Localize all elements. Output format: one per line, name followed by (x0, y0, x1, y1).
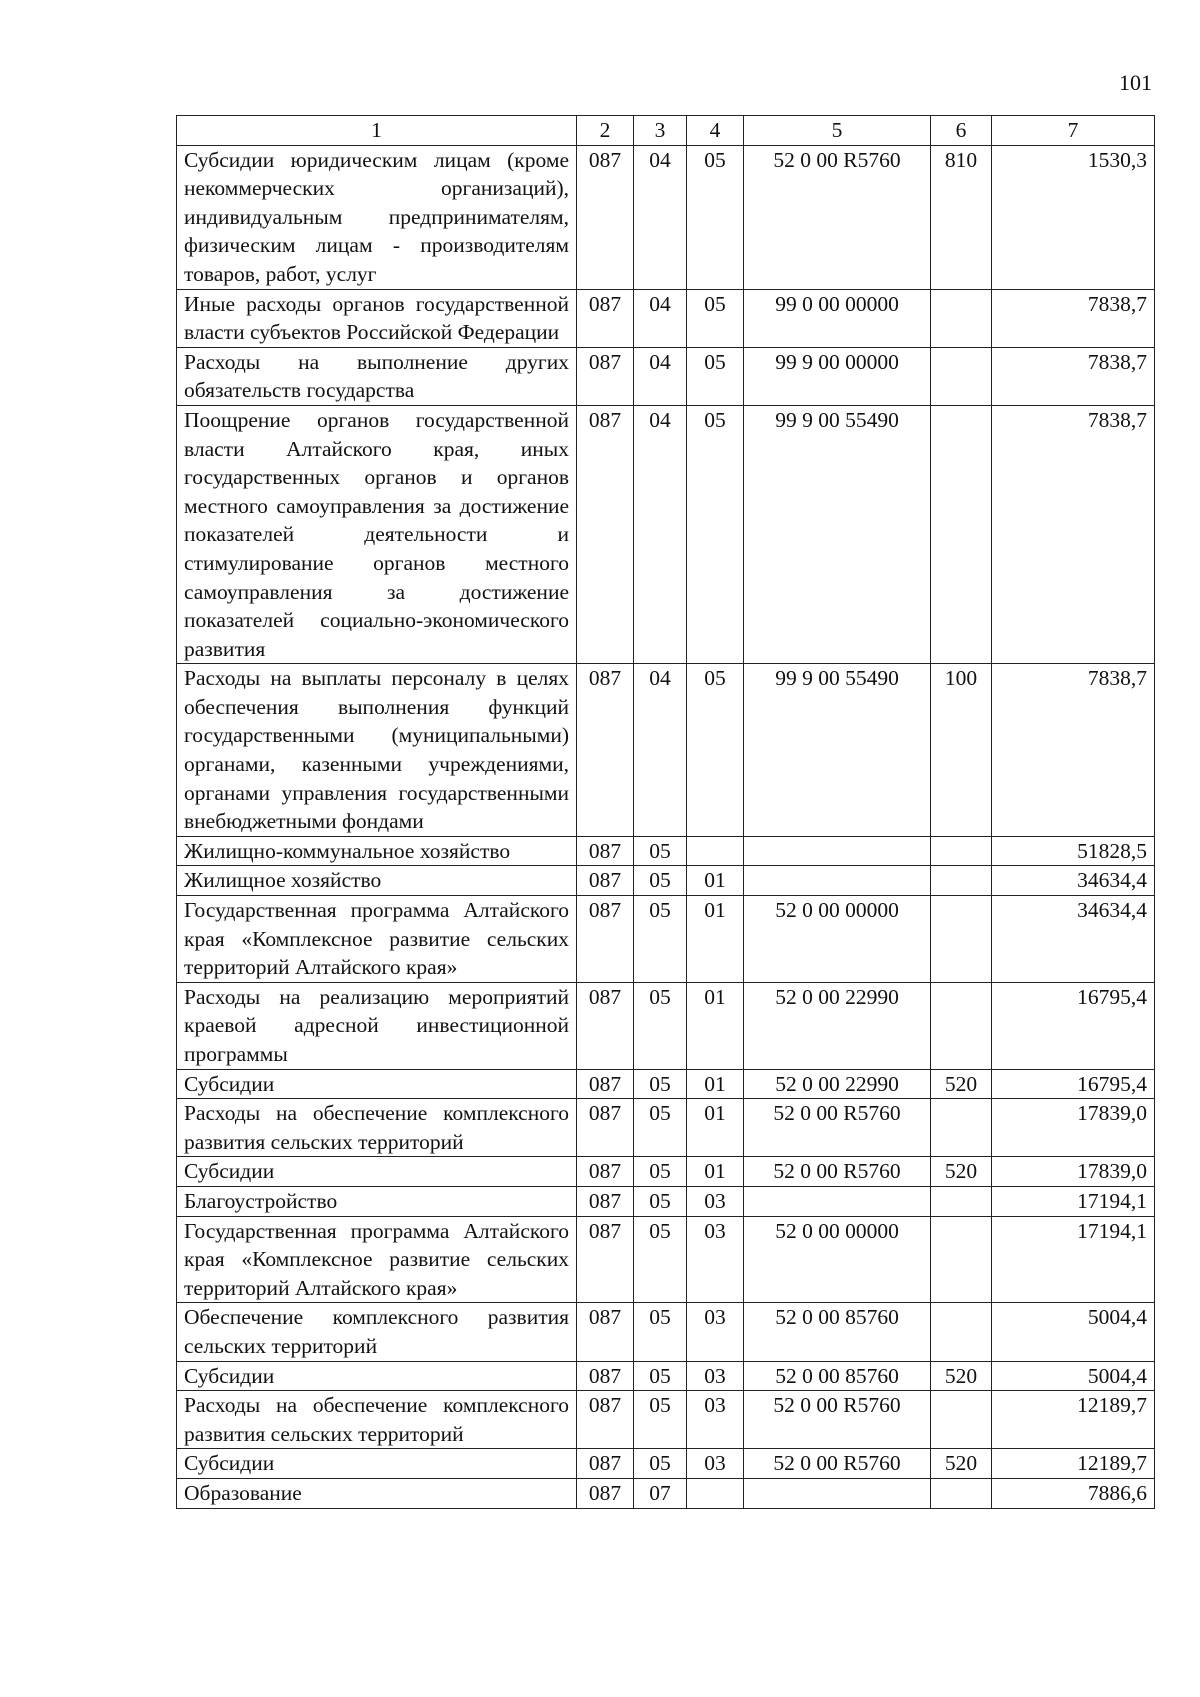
table-row (177, 405, 1155, 663)
expense-type-code (931, 866, 992, 896)
row-name: Субсидии (177, 1069, 577, 1099)
ministry-code: 087 (577, 1186, 634, 1216)
section-code: 05 (634, 836, 687, 866)
table-row (177, 982, 1155, 1069)
row-name: Обеспечение комплексного развития сельских территорий (177, 1303, 577, 1361)
page-number: 101 (1119, 70, 1152, 95)
section-code: 05 (634, 896, 687, 983)
target-article-code: 52 0 00 R5760 (744, 1157, 931, 1187)
row-name: Субсидии (177, 1157, 577, 1187)
section-code: 05 (634, 1099, 687, 1157)
section-code: 05 (634, 1303, 687, 1361)
subsection-code: 03 (687, 1216, 744, 1303)
target-article-code (744, 836, 931, 866)
amount: 12189,7 (992, 1391, 1155, 1449)
ministry-code: 087 (577, 1157, 634, 1187)
table-row (177, 1216, 1155, 1303)
ministry-code: 087 (577, 1099, 634, 1157)
subsection-code: 01 (687, 1099, 744, 1157)
table-row (177, 836, 1155, 866)
subsection-code: 01 (687, 896, 744, 983)
row-name: Поощрение органов государственной власти Алтайского края, иных государственных органов и органов местного самоуправления за достижение показателей деятельности и стимулирование органов местного самоуправления за достижение показателей социально-экономического развития (177, 405, 577, 663)
ministry-code: 087 (577, 1361, 634, 1391)
column-header: 5 (744, 116, 931, 146)
ministry-code: 087 (577, 836, 634, 866)
column-header: 2 (577, 116, 634, 146)
subsection-code (687, 836, 744, 866)
ministry-code: 087 (577, 866, 634, 896)
header-row (177, 116, 1155, 146)
target-article-code: 52 0 00 85760 (744, 1303, 931, 1361)
expense-type-code (931, 1216, 992, 1303)
row-name: Государственная программа Алтайского края «Комплексное развитие сельских территорий Алтайского края» (177, 896, 577, 983)
table-row (177, 1099, 1155, 1157)
amount: 17194,1 (992, 1216, 1155, 1303)
section-code: 04 (634, 664, 687, 837)
amount: 7838,7 (992, 664, 1155, 837)
target-article-code: 99 0 00 00000 (744, 289, 931, 347)
table-row (177, 866, 1155, 896)
target-article-code: 99 9 00 00000 (744, 347, 931, 405)
expense-type-code (931, 1391, 992, 1449)
table-row (177, 1478, 1155, 1508)
subsection-code: 01 (687, 1069, 744, 1099)
subsection-code (687, 1478, 744, 1508)
row-name: Благоустройство (177, 1186, 577, 1216)
section-code: 05 (634, 1157, 687, 1187)
expense-type-code (931, 1478, 992, 1508)
subsection-code: 05 (687, 289, 744, 347)
ministry-code: 087 (577, 1449, 634, 1479)
row-name: Расходы на обеспечение комплексного развития сельских территорий (177, 1391, 577, 1449)
amount: 16795,4 (992, 982, 1155, 1069)
column-header: 4 (687, 116, 744, 146)
row-name: Субсидии (177, 1449, 577, 1479)
amount: 51828,5 (992, 836, 1155, 866)
column-header: 6 (931, 116, 992, 146)
table-row (177, 1186, 1155, 1216)
target-article-code: 52 0 00 R5760 (744, 1449, 931, 1479)
target-article-code (744, 1186, 931, 1216)
subsection-code: 05 (687, 405, 744, 663)
expense-type-code (931, 1099, 992, 1157)
amount: 7838,7 (992, 405, 1155, 663)
target-article-code (744, 1478, 931, 1508)
row-name: Субсидии юридическим лицам (кроме некоммерческих организаций), индивидуальным предпринимателям, физическим лицам - производителям товаров, работ, услуг (177, 145, 577, 289)
row-name: Расходы на выполнение других обязательств государства (177, 347, 577, 405)
row-name: Субсидии (177, 1361, 577, 1391)
expense-type-code (931, 982, 992, 1069)
section-code: 05 (634, 1069, 687, 1099)
ministry-code: 087 (577, 1478, 634, 1508)
amount: 5004,4 (992, 1361, 1155, 1391)
amount: 17194,1 (992, 1186, 1155, 1216)
section-code: 05 (634, 1361, 687, 1391)
section-code: 04 (634, 405, 687, 663)
subsection-code: 03 (687, 1186, 744, 1216)
amount: 7886,6 (992, 1478, 1155, 1508)
expense-type-code: 100 (931, 664, 992, 837)
row-name: Расходы на реализацию мероприятий краевой адресной инвестиционной программы (177, 982, 577, 1069)
section-code: 05 (634, 1186, 687, 1216)
ministry-code: 087 (577, 145, 634, 289)
ministry-code: 087 (577, 347, 634, 405)
subsection-code: 03 (687, 1391, 744, 1449)
subsection-code: 05 (687, 347, 744, 405)
amount: 1530,3 (992, 145, 1155, 289)
table-row (177, 1361, 1155, 1391)
column-header: 1 (177, 116, 577, 146)
ministry-code: 087 (577, 896, 634, 983)
section-code: 05 (634, 1449, 687, 1479)
target-article-code: 52 0 00 R5760 (744, 1391, 931, 1449)
ministry-code: 087 (577, 664, 634, 837)
section-code: 05 (634, 866, 687, 896)
target-article-code: 52 0 00 R5760 (744, 145, 931, 289)
section-code: 05 (634, 982, 687, 1069)
budget-table (176, 115, 1155, 1509)
section-code: 04 (634, 289, 687, 347)
section-code: 07 (634, 1478, 687, 1508)
expense-type-code (931, 405, 992, 663)
amount: 34634,4 (992, 896, 1155, 983)
ministry-code: 087 (577, 1069, 634, 1099)
subsection-code: 01 (687, 982, 744, 1069)
row-name: Государственная программа Алтайского края «Комплексное развитие сельских территорий Алтайского края» (177, 1216, 577, 1303)
expense-type-code (931, 347, 992, 405)
expense-type-code: 520 (931, 1069, 992, 1099)
target-article-code: 52 0 00 R5760 (744, 1099, 931, 1157)
section-code: 04 (634, 145, 687, 289)
amount: 7838,7 (992, 289, 1155, 347)
expense-type-code (931, 836, 992, 866)
amount: 17839,0 (992, 1157, 1155, 1187)
target-article-code: 52 0 00 22990 (744, 1069, 931, 1099)
subsection-code: 01 (687, 866, 744, 896)
amount: 16795,4 (992, 1069, 1155, 1099)
section-code: 05 (634, 1216, 687, 1303)
row-name: Расходы на выплаты персоналу в целях обеспечения выполнения функций государственными (муниципальными) органами, казенными учреждениями, органами управления государственными внебюджетными фондами (177, 664, 577, 837)
target-article-code: 52 0 00 85760 (744, 1361, 931, 1391)
table-row (177, 289, 1155, 347)
section-code: 04 (634, 347, 687, 405)
subsection-code: 03 (687, 1361, 744, 1391)
table-row (177, 1303, 1155, 1361)
amount: 12189,7 (992, 1449, 1155, 1479)
row-name: Расходы на обеспечение комплексного развития сельских территорий (177, 1099, 577, 1157)
target-article-code: 99 9 00 55490 (744, 664, 931, 837)
table-row (177, 1449, 1155, 1479)
row-name: Жилищно-коммунальное хозяйство (177, 836, 577, 866)
ministry-code: 087 (577, 1216, 634, 1303)
target-article-code: 52 0 00 00000 (744, 896, 931, 983)
ministry-code: 087 (577, 405, 634, 663)
table-row (177, 1069, 1155, 1099)
table-row (177, 1157, 1155, 1187)
amount: 34634,4 (992, 866, 1155, 896)
target-article-code: 52 0 00 00000 (744, 1216, 931, 1303)
expense-type-code (931, 289, 992, 347)
table-row (177, 145, 1155, 289)
amount: 5004,4 (992, 1303, 1155, 1361)
expense-type-code (931, 1303, 992, 1361)
table-row (177, 664, 1155, 837)
ministry-code: 087 (577, 289, 634, 347)
section-code: 05 (634, 1391, 687, 1449)
ministry-code: 087 (577, 982, 634, 1069)
subsection-code: 03 (687, 1449, 744, 1479)
subsection-code: 03 (687, 1303, 744, 1361)
target-article-code: 52 0 00 22990 (744, 982, 931, 1069)
column-header: 3 (634, 116, 687, 146)
row-name: Жилищное хозяйство (177, 866, 577, 896)
subsection-code: 01 (687, 1157, 744, 1187)
row-name: Иные расходы органов государственной власти субъектов Российской Федерации (177, 289, 577, 347)
expense-type-code: 520 (931, 1449, 992, 1479)
ministry-code: 087 (577, 1303, 634, 1361)
table-row (177, 347, 1155, 405)
amount: 7838,7 (992, 347, 1155, 405)
expense-type-code: 520 (931, 1157, 992, 1187)
table-row (177, 896, 1155, 983)
subsection-code: 05 (687, 664, 744, 837)
ministry-code: 087 (577, 1391, 634, 1449)
expense-type-code (931, 1186, 992, 1216)
column-header: 7 (992, 116, 1155, 146)
row-name: Образование (177, 1478, 577, 1508)
expense-type-code: 520 (931, 1361, 992, 1391)
table-row (177, 1391, 1155, 1449)
expense-type-code (931, 896, 992, 983)
expense-type-code: 810 (931, 145, 992, 289)
subsection-code: 05 (687, 145, 744, 289)
target-article-code (744, 866, 931, 896)
amount: 17839,0 (992, 1099, 1155, 1157)
target-article-code: 99 9 00 55490 (744, 405, 931, 663)
